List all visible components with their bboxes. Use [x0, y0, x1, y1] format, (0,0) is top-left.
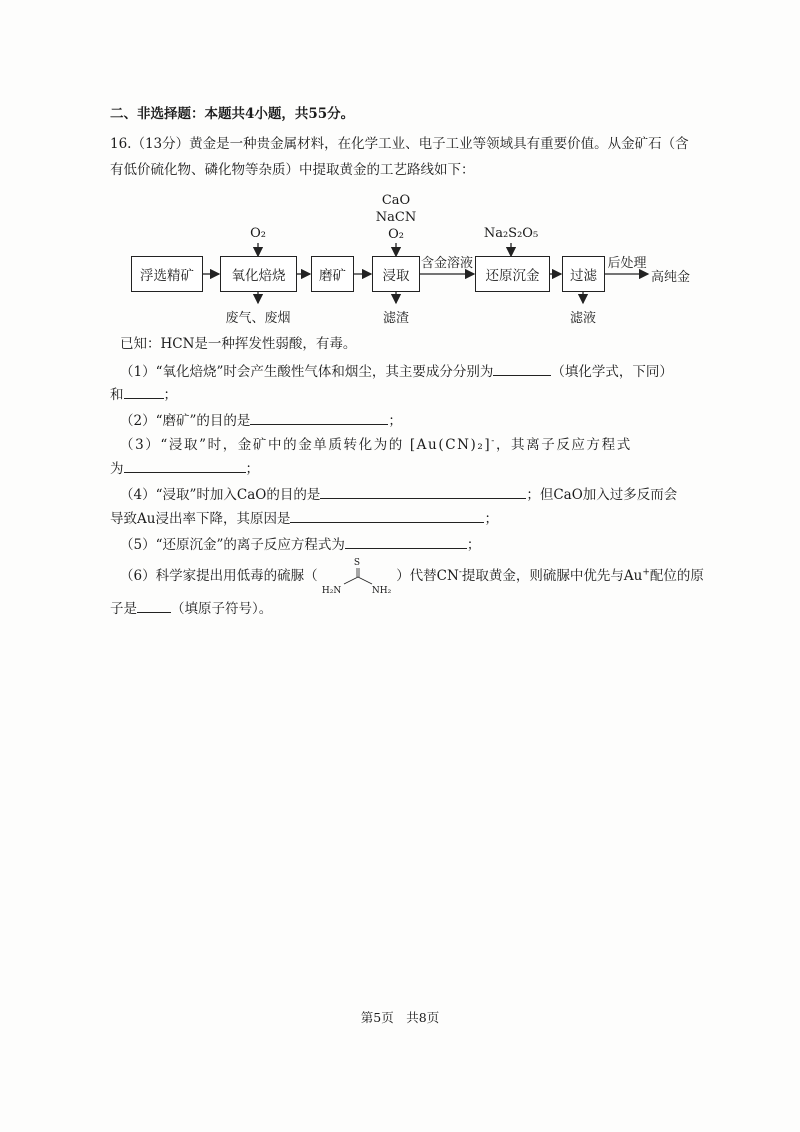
question-1: （1）“氧化焙烧”时会产生酸性气体和烟尘，其主要成分分别为 （填化学式，下同） — [120, 361, 673, 382]
answer-blank-q4a[interactable] — [320, 484, 526, 499]
answer-blank-q2[interactable] — [250, 410, 388, 425]
answer-blank-q4b[interactable] — [290, 508, 484, 523]
question-6: （6）科学家提出用低毒的硫脲（ S H₂N NH₂ ）代替CN-提取黄金，则硫脲中优先与Au+配位的原 — [120, 557, 704, 596]
question-4-cont: 导致Au浸出率下降，其原因是 ； — [110, 508, 498, 529]
answer-blank-q1a[interactable] — [493, 361, 551, 376]
label-gold-solution: 含金溶液 — [420, 256, 474, 271]
label-post-treatment: 后处理 — [607, 256, 647, 271]
label-cao: CaO — [381, 193, 411, 208]
answer-blank-q3[interactable] — [124, 458, 246, 473]
label-na2s2o5: Na₂S₂O₅ — [483, 226, 539, 241]
answer-blank-q1b[interactable] — [124, 384, 164, 399]
box-oxidative-roasting: 氧化焙烧 — [220, 256, 297, 292]
box-reduction-precipitation: 还原沉金 — [475, 256, 550, 292]
question-intro-line1: 16.（13分）黄金是一种贵金属材料，在化学工业、电子工业等领域具有重要价值。从金矿石（含 — [110, 136, 689, 152]
label-high-purity-gold: 高纯金 — [651, 270, 691, 285]
box-grinding: 磨矿 — [311, 256, 354, 292]
known-info: 已知：HCN是一种挥发性弱酸，有毒。 — [120, 336, 357, 352]
label-nacn: NaCN — [375, 210, 417, 225]
question-5: （5）“还原沉金”的离子反应方程式为 ； — [120, 534, 480, 555]
question-intro-line2: 有低价硫化物、磷化物等杂质）中提取黄金的工艺路线如下： — [110, 162, 475, 178]
thiourea-structure: S H₂N NH₂ — [321, 557, 392, 596]
question-6-cont: 子是 （填原子符号）。 — [110, 598, 272, 619]
question-1-cont: 和 ； — [110, 384, 177, 405]
box-flotation-concentrate: 浮选精矿 — [131, 256, 203, 292]
label-filter-residue: 滤渣 — [382, 311, 410, 326]
question-4: （4）“浸取”时加入CaO的目的是 ；但CaO加入过多反而会 — [120, 484, 677, 505]
question-3-cont: 为 ； — [110, 458, 259, 479]
label-o2-leach: O₂ — [388, 227, 404, 242]
page-footer: 第5页 共8页 — [360, 1010, 440, 1025]
section-heading: 二、非选择题：本题共4小题，共55分。 — [110, 106, 355, 122]
question-2: （2）“磨矿”的目的是 ； — [120, 410, 402, 431]
box-filtration: 过滤 — [562, 256, 605, 292]
answer-blank-q5[interactable] — [345, 534, 467, 549]
question-3: （3）“浸取”时，金矿中的金单质转化为的 [Au(CN)₂]-，其离子反应方程式 — [120, 436, 632, 453]
label-waste-gas: 废气、废烟 — [225, 311, 291, 326]
label-filtrate: 滤液 — [569, 311, 597, 326]
answer-blank-q6[interactable] — [137, 598, 171, 613]
formula-au-cn2: [Au(CN)₂]- — [409, 436, 496, 453]
label-o2-roast: O₂ — [250, 226, 266, 241]
box-leaching: 浸取 — [372, 256, 420, 292]
